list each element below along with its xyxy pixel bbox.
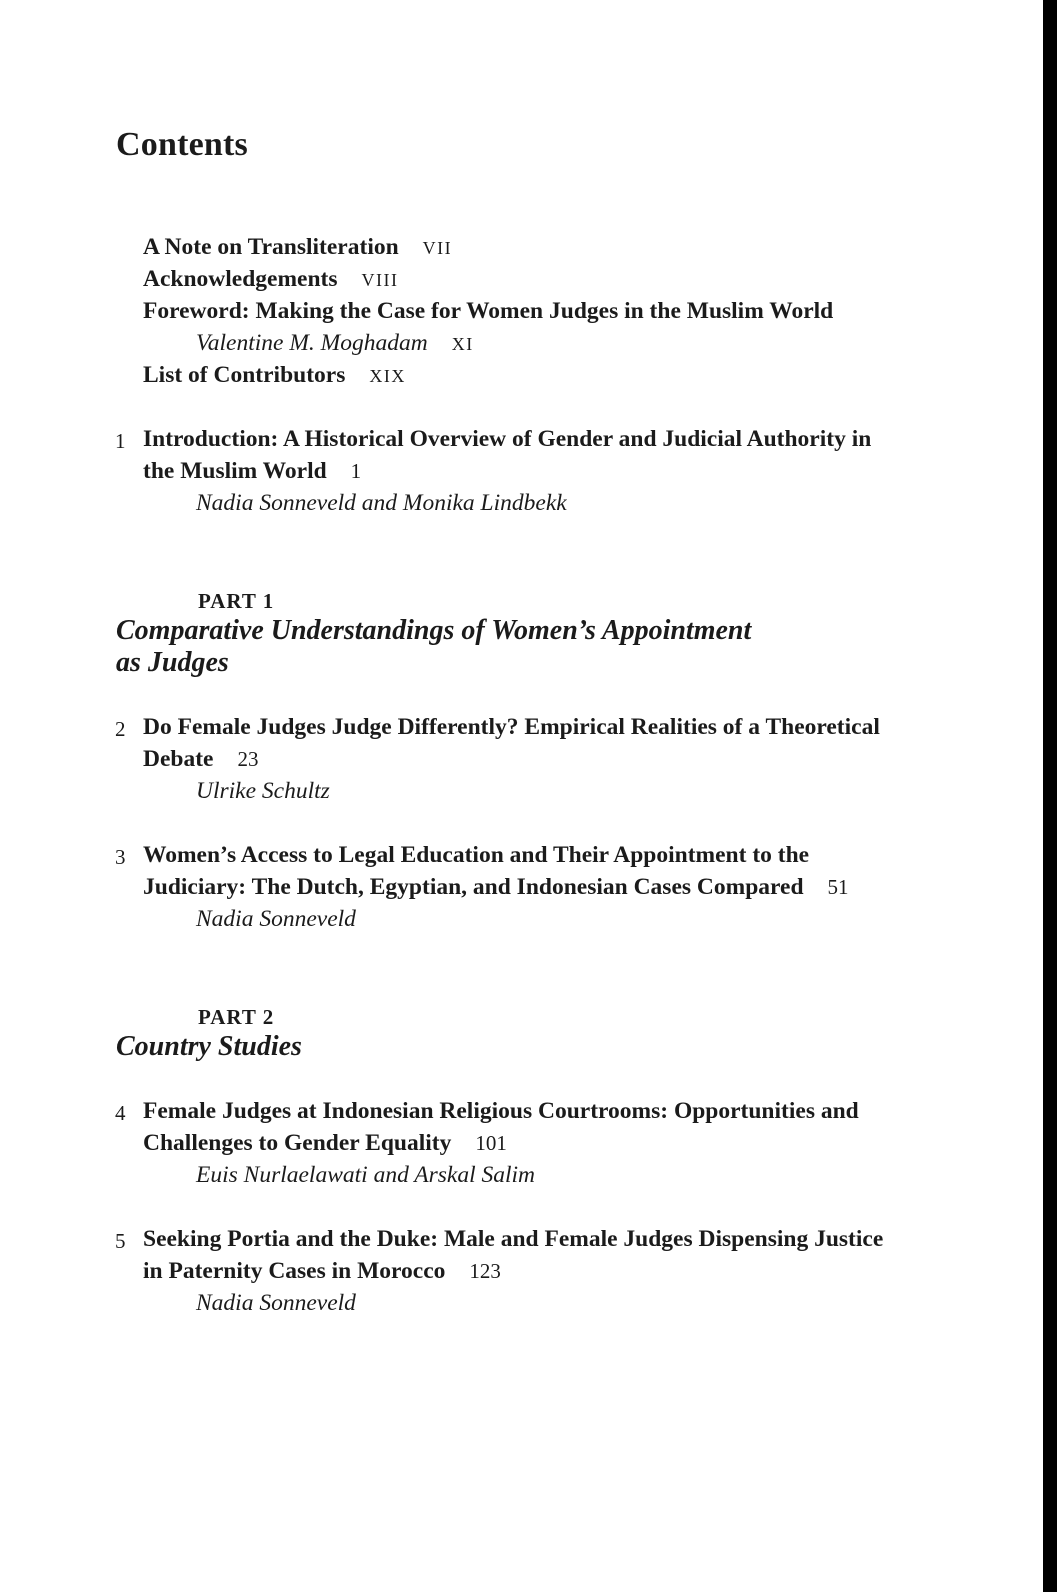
page-number: VIII <box>361 270 399 290</box>
chapter-1-title-line-2[interactable] <box>143 458 361 485</box>
chapter-number: 1 <box>115 429 126 453</box>
entry-title: Judiciary: The Dutch, Egyptian, and Indonesian Cases Compared <box>143 874 804 900</box>
chapter-2-title-line-1[interactable]: Do Female Judges Judge Differently? Empirical Realities of a Theoretical <box>143 714 880 740</box>
toc-entry-contributors[interactable] <box>143 362 406 389</box>
foreword-author-line <box>196 330 474 357</box>
part-2-title: Country Studies <box>116 1031 302 1062</box>
part-2-label: PART 2 <box>198 1005 275 1029</box>
entry-title: in Paternity Cases in Morocco <box>143 1258 446 1284</box>
part-1-title-line-2: as Judges <box>116 647 229 678</box>
toc-entry-foreword[interactable] <box>143 298 833 325</box>
chapter-3-title-line-2[interactable] <box>143 874 849 901</box>
page-number: 1 <box>350 459 362 483</box>
page-number: 23 <box>237 747 259 771</box>
page-number: XIX <box>369 366 406 386</box>
page-title: Contents <box>116 126 248 163</box>
chapter-1-author: Nadia Sonneveld and Monika Lindbekk <box>196 490 567 516</box>
chapter-2-title-line-2[interactable] <box>143 746 258 773</box>
entry-title: Challenges to Gender Equality <box>143 1130 452 1156</box>
chapter-5-title-line-1[interactable]: Seeking Portia and the Duke: Male and Female Judges Dispensing Justice <box>143 1226 884 1252</box>
page-edge <box>1043 0 1057 1592</box>
part-1-title-line-1: Comparative Understandings of Women’s Appointment <box>116 615 752 646</box>
entry-title: Foreword: Making the Case for Women Judges in the Muslim World <box>143 298 834 324</box>
author-name: Valentine M. Moghadam <box>196 330 428 356</box>
chapter-4-title-line-2[interactable] <box>143 1130 507 1157</box>
chapter-number: 5 <box>115 1229 126 1253</box>
entry-title: A Note on Transliteration <box>143 234 399 260</box>
page-number: 123 <box>469 1259 501 1283</box>
part-1-label: PART 1 <box>198 589 275 613</box>
chapter-5-title-line-2[interactable] <box>143 1258 501 1285</box>
page-number: VII <box>422 238 453 258</box>
chapter-1-title-line-1[interactable]: Introduction: A Historical Overview of Gender and Judicial Authority in <box>143 426 872 452</box>
chapter-4-title-line-1[interactable]: Female Judges at Indonesian Religious Courtrooms: Opportunities and <box>143 1098 859 1124</box>
entry-title: Acknowledgements <box>143 266 338 292</box>
toc-entry-acknowledgements[interactable] <box>143 266 399 293</box>
entry-title: Debate <box>143 746 214 772</box>
chapter-5-author: Nadia Sonneveld <box>196 1290 356 1316</box>
page-number: XI <box>451 334 474 354</box>
toc-entry-transliteration[interactable] <box>143 234 452 261</box>
chapter-number: 2 <box>115 717 126 741</box>
entry-title: List of Contributors <box>143 362 346 388</box>
chapter-3-author: Nadia Sonneveld <box>196 906 356 932</box>
page-number: 101 <box>475 1131 507 1155</box>
entry-title: the Muslim World <box>143 458 327 484</box>
chapter-number: 3 <box>115 845 126 869</box>
chapter-2-author: Ulrike Schultz <box>196 778 330 804</box>
chapter-3-title-line-1[interactable]: Women’s Access to Legal Education and Their Appointment to the <box>143 842 810 868</box>
chapter-number: 4 <box>115 1101 126 1125</box>
page-number: 51 <box>827 875 849 899</box>
chapter-4-author: Euis Nurlaelawati and Arskal Salim <box>196 1162 536 1188</box>
